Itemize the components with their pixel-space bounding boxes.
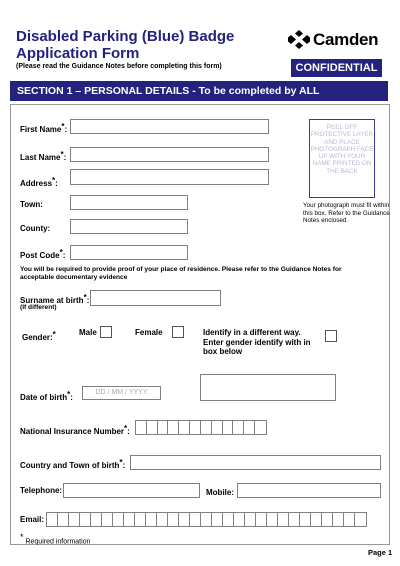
confidential-badge: CONFIDENTIAL [291,59,382,77]
form-subtitle: (Please read the Guidance Notes before completing this form) [16,63,222,70]
photo-note: Your photograph must fit within this box. Refer to the Guidance Notes enclosed. [303,202,390,225]
form-title [16,28,256,62]
country-town-birth-field[interactable] [130,455,381,470]
first-name-label: First Name*: [20,122,68,134]
ni-number-label: National Insurance Number*: [20,424,130,436]
residence-proof-note: You will be required to provide proof of your place of residence. Please refer to the Guidance Notes for acceptable documentary evidence [20,266,342,281]
address-label: Address*: [20,176,58,188]
mobile-field[interactable] [237,483,381,498]
telephone-field[interactable] [63,483,200,498]
camden-logo-text: Camden [313,30,379,49]
email-field[interactable] [46,512,367,527]
email-label: Email: [20,515,45,524]
camden-logo-icon [288,30,310,50]
town-field[interactable] [70,195,188,210]
mobile-label: Mobile: [206,488,234,497]
post-code-field[interactable] [70,245,188,260]
photo-box[interactable]: PEEL OFF PROTECTIVE LAYER AND PLACE PHOTOGRAPH FACE UP WITH YOUR NAME PRINTED ON THE BACK [309,119,375,198]
telephone-label: Telephone: [20,486,63,495]
county-field[interactable] [70,219,188,234]
town-label: Town: [20,200,43,209]
identify-different-checkbox[interactable] [325,330,337,342]
female-label: Female [135,328,163,337]
page-number: Page 1 [368,548,393,557]
section-1-heading: SECTION 1 – PERSONAL DETAILS - To be completed by ALL [10,81,388,101]
date-of-birth-field[interactable]: DD / MM / YYYY [82,386,161,400]
gender-identity-field[interactable] [200,374,336,401]
last-name-field[interactable] [70,147,269,162]
surname-at-birth-field[interactable] [90,290,221,306]
gender-label: Gender:* [22,330,56,342]
male-checkbox[interactable] [100,326,112,338]
form-title-line-1: Disabled Parking (Blue) Badge [16,28,235,45]
address-field[interactable] [70,169,269,185]
ni-number-field[interactable] [135,420,267,435]
country-town-birth-label: Country and Town of birth*: [20,458,126,470]
date-of-birth-label: Date of birth*: [20,390,73,402]
female-checkbox[interactable] [172,326,184,338]
camden-logo [288,30,378,50]
surname-at-birth-label: Surname at birth*: [20,293,90,305]
required-info-note: * Required information [20,532,91,546]
if-different-label: (If different) [20,304,57,311]
first-name-field[interactable] [70,119,269,134]
identify-different-label: Identify in a different way. Enter gender identify with in box below [203,328,311,356]
post-code-label: Post Code*: [20,248,66,260]
form-title-line-2: Application Form [16,45,140,62]
male-label: Male [79,328,97,337]
last-name-label: Last Name*: [20,150,67,162]
county-label: County: [20,224,51,233]
